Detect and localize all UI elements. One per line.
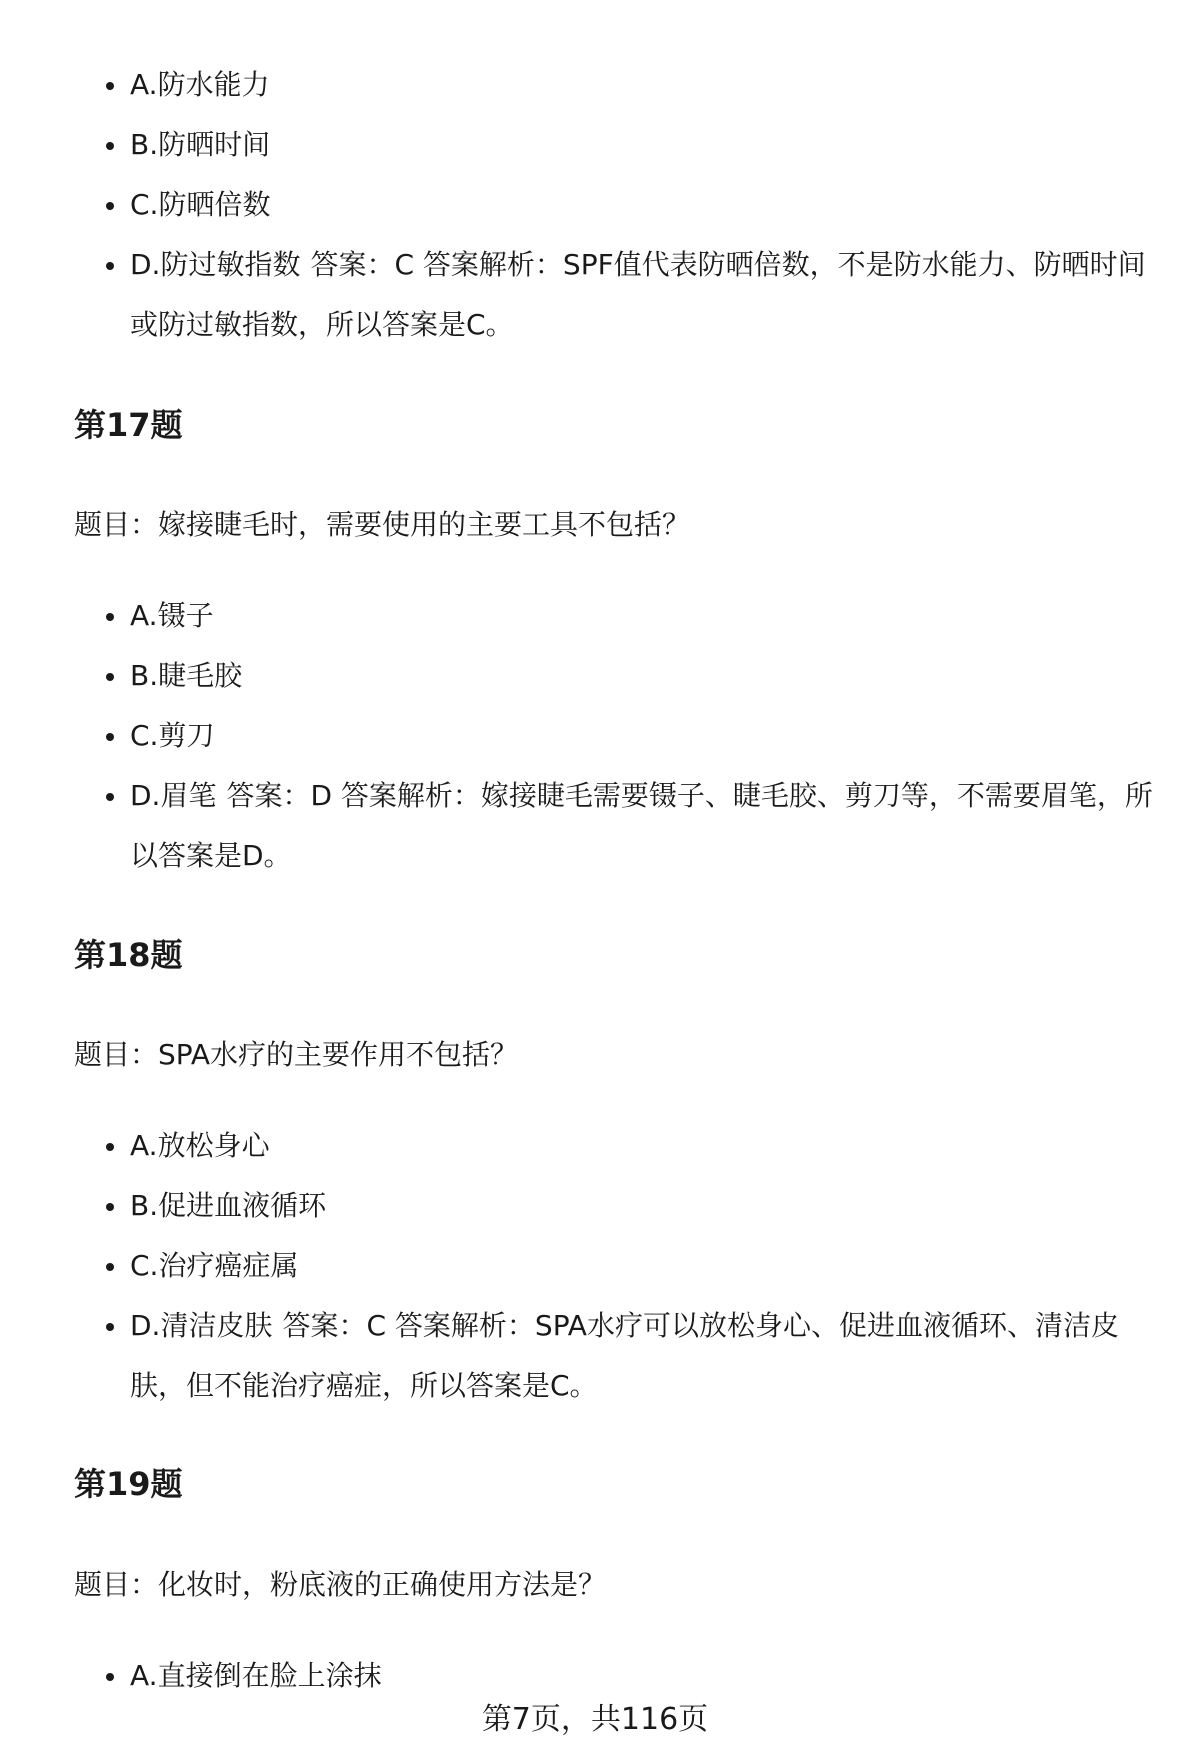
option-item: A.直接倒在脸上涂抹	[74, 1646, 1164, 1706]
page-number: 第7页，共116页	[481, 1702, 709, 1737]
q17-section	[74, 405, 1164, 445]
question-heading: 第18题	[74, 936, 183, 974]
option-item: B.促进血液循环	[74, 1176, 1164, 1236]
option-item: D.清洁皮肤 答案：C 答案解析：SPA水疗可以放松身心、促进血液循环、清洁皮肤，但不能治疗癌症，所以答案是C。	[74, 1296, 1164, 1416]
bullet-icon	[106, 202, 114, 210]
q17-options	[74, 586, 1164, 886]
option-item: A.镊子	[74, 586, 1164, 646]
q19-section	[74, 1464, 1164, 1504]
option-item: B.防晒时间	[74, 115, 1164, 175]
q19-options	[74, 1646, 1164, 1706]
q18-question	[74, 1035, 1164, 1075]
q16-section	[74, 55, 1164, 355]
question-text: 题目：化妆时，粉底液的正确使用方法是？	[74, 1568, 607, 1601]
option-item: C.治疗癌症属	[74, 1236, 1164, 1296]
q19-question	[74, 1565, 1164, 1605]
option-item: C.剪刀	[74, 706, 1164, 766]
q18-options-list	[74, 1116, 1164, 1416]
bullet-icon	[106, 673, 114, 681]
bullet-icon	[106, 1143, 114, 1151]
question-heading: 第19题	[74, 1465, 183, 1503]
option-item: C.防晒倍数	[74, 175, 1164, 235]
question-text: 题目：嫁接睫毛时，需要使用的主要工具不包括？	[74, 508, 691, 541]
option-item: D.防过敏指数 答案：C 答案解析：SPF值代表防晒倍数，不是防水能力、防晒时间或防过敏指数，所以答案是C。	[74, 235, 1164, 355]
answer-explanation: 答案：C 答案解析：SPA水疗可以放松身心、促进血液循环、清洁皮肤，但不能治疗癌症，所以答案是C。	[130, 1309, 1119, 1402]
bullet-icon	[106, 142, 114, 150]
bullet-icon	[106, 262, 114, 270]
q18-section	[74, 935, 1164, 975]
option-item: D.眉笔 答案：D 答案解析：嫁接睫毛需要镊子、睫毛胶、剪刀等，不需要眉笔，所以答案是D。	[74, 766, 1164, 886]
bullet-icon	[106, 1263, 114, 1271]
q16-options-list	[74, 55, 1164, 355]
bullet-icon	[106, 733, 114, 741]
question-heading: 第17题	[74, 406, 183, 444]
q17-options-list	[74, 586, 1164, 886]
q19-options-list	[74, 1646, 1164, 1706]
option-item: A.放松身心	[74, 1116, 1164, 1176]
q18-options	[74, 1116, 1164, 1416]
option-item: B.睫毛胶	[74, 646, 1164, 706]
answer-explanation: 答案：C 答案解析：SPF值代表防晒倍数，不是防水能力、防晒时间或防过敏指数，所以答案是C。	[130, 248, 1146, 341]
option-item: A.防水能力	[74, 55, 1164, 115]
bullet-icon	[106, 1203, 114, 1211]
question-text: 题目：SPA水疗的主要作用不包括？	[74, 1038, 519, 1071]
bullet-icon	[106, 1673, 114, 1681]
bullet-icon	[106, 1323, 114, 1331]
q17-question	[74, 505, 1164, 545]
answer-explanation: 答案：D 答案解析：嫁接睫毛需要镊子、睫毛胶、剪刀等，不需要眉笔，所以答案是D。	[130, 779, 1153, 872]
bullet-icon	[106, 613, 114, 621]
bullet-icon	[106, 82, 114, 90]
bullet-icon	[106, 793, 114, 801]
